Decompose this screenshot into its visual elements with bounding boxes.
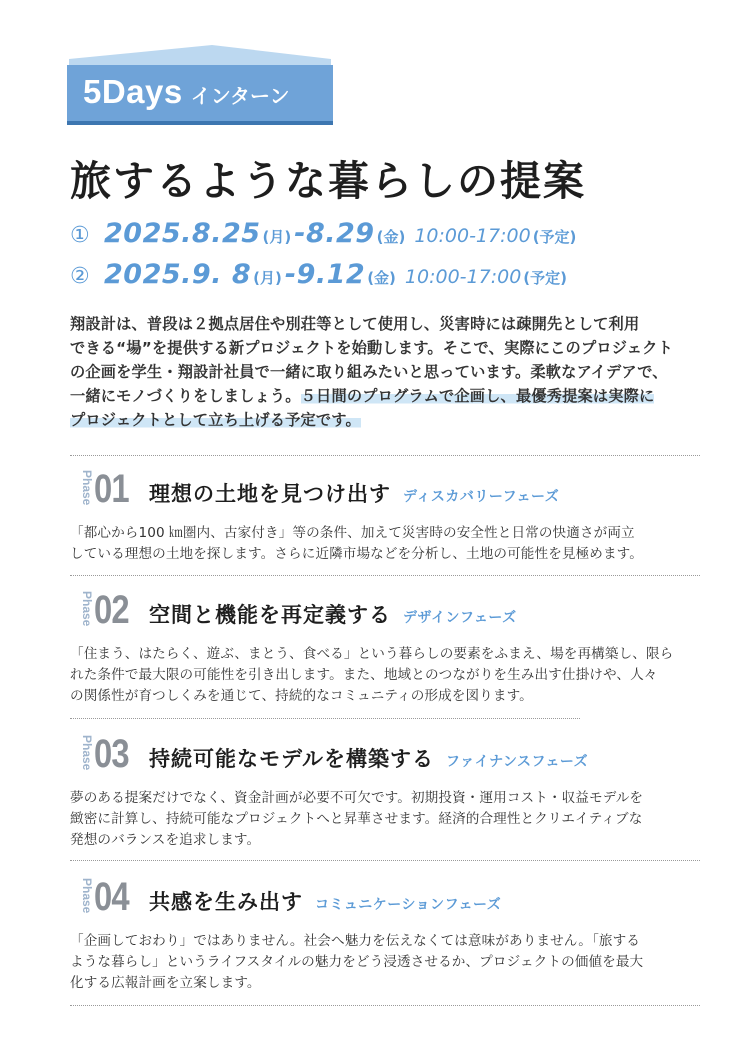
description-line: 緻密に計算し、持続可能なプロジェクトへと昇華させます。経済的合理性とクリエイティブな — [70, 811, 643, 827]
schedule-number: ② — [70, 264, 90, 289]
phase-label-text: Phase — [80, 591, 94, 627]
phase-title — [149, 478, 559, 508]
divider — [70, 860, 700, 861]
description-line: 「都心から100 ㎞圏内、古家付き」等の条件、加えて災害時の安全性と日常の快適さが両立 — [70, 525, 635, 541]
phase-number: 02 — [94, 588, 129, 632]
phase-number: 04 — [94, 875, 129, 919]
description-line: 「企画しておわり」ではありません。社会へ魅力を伝えなくては意味がありません。「旅する — [70, 933, 640, 949]
start-weekday: (月) — [262, 228, 292, 246]
tentative-note: (予定) — [532, 228, 577, 246]
phase-title-text: 持続可能なモデルを構築する — [149, 747, 434, 771]
divider — [70, 1005, 700, 1006]
intro-line: できる“場”を提供する新プロジェクトを始動します。そこで、実際にこのプロジェクト — [70, 339, 673, 357]
program-badge — [67, 45, 333, 125]
badge-internship: インターン — [190, 84, 290, 108]
phase-description — [70, 644, 710, 707]
intro-line: の企画を学生・翔設計社員で一緒に取り組みたいと思っています。柔軟なアイデアで、 — [70, 363, 668, 381]
description-line: の関係性が育つしくみを通じて、持続的なコミュニティの形成を図ります。 — [70, 688, 533, 704]
time-range: 10:00-17:00 — [404, 266, 522, 288]
phase-label-text: Phase — [80, 878, 94, 914]
divider — [70, 575, 700, 576]
intro-line — [70, 384, 700, 408]
phase-label — [72, 591, 94, 633]
schedule-row-1 — [70, 218, 579, 258]
divider — [70, 455, 700, 456]
time-range: 10:00-17:00 — [414, 225, 531, 247]
intro-paragraph — [70, 312, 700, 432]
intro-text: 一緒にモノづくりをしましょう。 — [70, 387, 301, 405]
phase-subtitle: コミュニケーションフェーズ — [315, 897, 502, 913]
page-title: 旅するような暮らしの提案 — [70, 157, 586, 205]
end-weekday: (金) — [376, 228, 406, 246]
date-separator: - — [294, 218, 306, 249]
phase-description — [70, 931, 710, 994]
phase-label-text: Phase — [80, 735, 94, 771]
start-date: 2025.9. 8 — [104, 259, 252, 290]
phase-description — [70, 523, 710, 565]
intro-line: 翔設計は、普段は２拠点居住や別荘等として使用し、災害時には疎開先として利用 — [70, 315, 640, 333]
phase-title-text: 共感を生み出す — [149, 890, 303, 914]
phase-section-03 — [70, 730, 710, 851]
phase-label — [72, 878, 94, 920]
phase-title — [149, 599, 517, 629]
phase-description — [70, 788, 710, 851]
intro-highlight: プロジェクトとして立ち上げる予定です。 — [70, 411, 361, 429]
schedule-row-2 — [70, 259, 570, 299]
phase-label-text: Phase — [80, 470, 94, 506]
end-date: 9.12 — [296, 259, 366, 290]
description-line: 夢のある提案だけでなく、資金計画が必要不可欠です。初期投資・運用コスト・収益モデルを — [70, 790, 644, 806]
start-date: 2025.8.25 — [104, 218, 261, 249]
tentative-note: (予定) — [523, 269, 568, 287]
phase-section-02 — [70, 586, 710, 707]
phase-subtitle: ディスカバリーフェーズ — [403, 489, 560, 505]
schedule-number: ① — [70, 223, 90, 248]
description-line: 「住まう、はたらく、遊ぶ、まとう、食べる」という暮らしの要素をふまえ、場を再構築し、限ら — [70, 646, 674, 662]
badge-days: 5Days — [83, 73, 183, 110]
start-weekday: (月) — [253, 269, 282, 287]
phase-number: 01 — [94, 467, 129, 511]
divider — [70, 718, 580, 719]
date-separator: - — [284, 259, 297, 290]
phase-section-01 — [70, 465, 710, 565]
intro-line — [70, 408, 700, 432]
intro-highlight: ５日間のプログラムで企画し、最優秀提案は実際に — [300, 387, 655, 405]
phase-title — [149, 743, 588, 773]
end-date: 8.29 — [305, 218, 375, 249]
description-line: している理想の土地を探します。さらに近隣市場などを分析し、土地の可能性を見極めます。 — [70, 546, 643, 562]
phase-subtitle: デザインフェーズ — [403, 610, 517, 626]
phase-label — [72, 470, 94, 512]
phase-title-text: 理想の土地を見つけ出す — [149, 482, 391, 506]
description-line: 発想のバランスを追求します。 — [70, 832, 261, 848]
description-line: 化する広報計画を立案します。 — [70, 975, 261, 991]
phase-number: 03 — [94, 732, 129, 776]
phase-section-04 — [70, 873, 710, 994]
phase-subtitle: ファイナンスフェーズ — [445, 754, 589, 770]
end-weekday: (金) — [367, 269, 396, 287]
phase-label — [72, 735, 94, 777]
description-line: れた条件で最大限の可能性を引き出します。また、地域とのつながりを生み出す仕掛けや、人々 — [70, 667, 658, 683]
phase-title-text: 空間と機能を再定義する — [149, 603, 391, 627]
phase-title — [149, 886, 501, 916]
description-line: ような暮らし」というライフスタイルの魅力をどう浸透させるか、プロジェクトの価値を最大 — [70, 954, 644, 970]
